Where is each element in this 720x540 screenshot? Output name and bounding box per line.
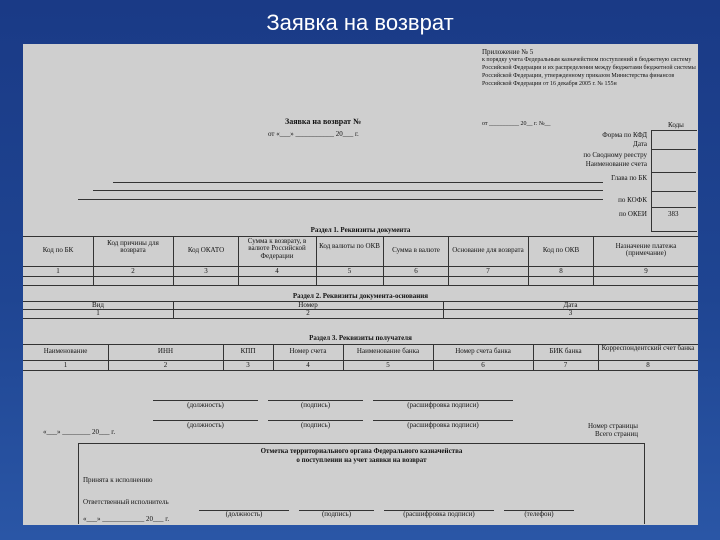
s3-header: Наименование банка bbox=[356, 347, 420, 355]
treasury-received-label: Принята к исполнению bbox=[83, 476, 153, 484]
slide-title: Заявка на возврат bbox=[266, 10, 454, 35]
s3-header: БИК банка bbox=[549, 347, 582, 355]
code-label-registry: по Сводному реестру bbox=[583, 151, 647, 159]
s1-header: Код по БК bbox=[42, 246, 74, 254]
sig-caption: (расшифровка подписи) bbox=[407, 421, 479, 429]
s1-col-number: 8 bbox=[559, 267, 563, 275]
s3-header: Номер счета bbox=[289, 347, 327, 355]
treasury-subtitle: о поступлении на учет заявки на возврат bbox=[296, 456, 427, 464]
code-label-date: Дата bbox=[633, 140, 647, 148]
s1-header: Сумма в валюте bbox=[392, 246, 440, 254]
total-pages-label: Всего страниц bbox=[594, 430, 638, 438]
form-date-line: от «___» ___________ 20___ г. bbox=[268, 130, 359, 138]
s2-col-number: 3 bbox=[568, 309, 573, 317]
s1-col-number: 7 bbox=[486, 267, 490, 275]
appendix-line: к порядку учета Федеральным казначейством поступлений в бюджетную систему bbox=[482, 57, 692, 63]
table-col-rule bbox=[383, 236, 384, 285]
s3-col-number: 6 bbox=[481, 361, 485, 369]
code-label-chapter: Глава по БК bbox=[611, 174, 647, 182]
table-rule bbox=[23, 318, 698, 319]
code-label-form: Форма по КФД bbox=[602, 131, 647, 139]
s1-header: Код ОКАТО bbox=[187, 246, 225, 254]
s3-header: Наименование bbox=[43, 347, 88, 355]
s1-header: Код причины для возврата bbox=[107, 239, 159, 255]
s2-header: Номер bbox=[298, 301, 318, 309]
signature-date: «___» ________ 20___ г. bbox=[43, 428, 116, 436]
treasury-sig-caption: (расшифровка подписи) bbox=[403, 510, 475, 518]
s1-header: Код по ОКВ bbox=[542, 246, 580, 254]
s3-col-number: 4 bbox=[306, 361, 310, 369]
section2-title: Раздел 2. Реквизиты документа-основания bbox=[292, 292, 429, 300]
fill-line bbox=[651, 191, 696, 192]
table-col-rule bbox=[593, 236, 594, 285]
s3-col-number: 8 bbox=[646, 361, 650, 369]
form-title: Заявка на возврат № bbox=[285, 117, 361, 126]
sig-caption: (подпись) bbox=[300, 421, 331, 429]
appendix-line: Российской Федерации, утвержденному приказом Министерства финансов bbox=[482, 73, 675, 79]
s1-col-number: 4 bbox=[275, 267, 279, 275]
table-col-rule bbox=[448, 236, 449, 285]
s3-col-number: 5 bbox=[386, 361, 390, 369]
s2-header: Вид bbox=[92, 301, 104, 309]
sig-caption: (должность) bbox=[187, 421, 224, 429]
treasury-mark-box bbox=[78, 443, 645, 524]
table-rule bbox=[23, 266, 698, 267]
s1-col-number: 2 bbox=[131, 267, 135, 275]
table-rule bbox=[23, 344, 698, 345]
code-label-account: Наименование счета bbox=[585, 160, 647, 168]
section1-title: Раздел 1. Реквизиты документа bbox=[310, 226, 411, 234]
s3-col-number: 2 bbox=[163, 361, 168, 369]
s3-col-number: 1 bbox=[63, 361, 68, 369]
table-col-rule bbox=[93, 236, 94, 285]
appendix-line: Российской Федерации и их распределения между бюджетами бюджетной системы bbox=[482, 65, 696, 71]
sig-caption: (должность) bbox=[187, 401, 224, 409]
section3-title: Раздел 3. Реквизиты получателя bbox=[309, 334, 412, 342]
table-rule bbox=[23, 360, 698, 361]
fill-line bbox=[113, 182, 603, 183]
fill-line bbox=[651, 207, 696, 208]
treasury-executor-label: Ответственный исполнитель bbox=[83, 498, 169, 506]
s3-col-number: 3 bbox=[246, 361, 250, 369]
code-label-okei: по ОКЕИ bbox=[618, 210, 647, 218]
s2-col-number: 2 bbox=[306, 309, 310, 317]
document-page bbox=[23, 44, 698, 525]
s1-header: Сумма к возврату, в валюте Российской Федерации bbox=[247, 237, 307, 260]
fill-line bbox=[651, 172, 696, 173]
s1-col-number: 9 bbox=[644, 267, 648, 275]
treasury-sig-caption: (телефон) bbox=[524, 510, 554, 518]
sig-caption: (расшифровка подписи) bbox=[407, 401, 479, 409]
s3-header: Корреспондентский счет банка bbox=[601, 344, 695, 352]
table-rule bbox=[23, 370, 698, 371]
s1-col-number: 5 bbox=[347, 267, 352, 275]
treasury-date: «___» ____________ 20___ г. bbox=[83, 515, 170, 523]
table-rule bbox=[23, 285, 698, 286]
s3-col-number: 7 bbox=[563, 361, 568, 369]
sig-caption: (подпись) bbox=[300, 401, 331, 409]
treasury-title: Отметка территориального органа Федерального казначейства bbox=[260, 447, 463, 455]
appendix-line: Российской Федерации от 16 декабря 2005 г. № 155н bbox=[482, 81, 617, 87]
okei-value: 383 bbox=[668, 210, 679, 218]
table-rule bbox=[23, 236, 698, 237]
s3-header: ИНН bbox=[157, 347, 174, 355]
s1-col-number: 1 bbox=[56, 267, 60, 275]
s1-header: Код валюты по ОКВ bbox=[319, 242, 380, 250]
s1-header: Назначение платежа (примечание) bbox=[615, 242, 677, 258]
fill-line bbox=[78, 199, 603, 200]
table-col-rule bbox=[238, 236, 239, 285]
treasury-sig-caption: (должность) bbox=[225, 510, 263, 518]
fill-line bbox=[93, 190, 603, 191]
appendix-line: от __________ 20__ г. №__ bbox=[482, 121, 551, 127]
s1-col-number: 3 bbox=[204, 267, 208, 275]
s1-col-number: 6 bbox=[414, 267, 418, 275]
table-col-rule bbox=[316, 236, 317, 285]
s3-header: Номер счета банка bbox=[455, 347, 511, 355]
s2-col-number: 1 bbox=[96, 309, 100, 317]
table-col-rule bbox=[173, 236, 174, 285]
codes-header: Коды bbox=[668, 121, 684, 129]
treasury-sig-caption: (подпись) bbox=[321, 510, 352, 518]
code-label-kofk: по КОФК bbox=[618, 196, 647, 204]
table-rule bbox=[23, 276, 698, 277]
s1-header: Основание для возврата bbox=[452, 246, 524, 254]
fill-line bbox=[651, 149, 696, 150]
page-number-label: Номер страницы bbox=[587, 422, 638, 430]
s2-header: Дата bbox=[563, 301, 578, 309]
s3-header: КПП bbox=[240, 347, 256, 355]
appendix-line: Приложение № 5 bbox=[482, 48, 534, 56]
table-col-rule bbox=[528, 236, 529, 285]
